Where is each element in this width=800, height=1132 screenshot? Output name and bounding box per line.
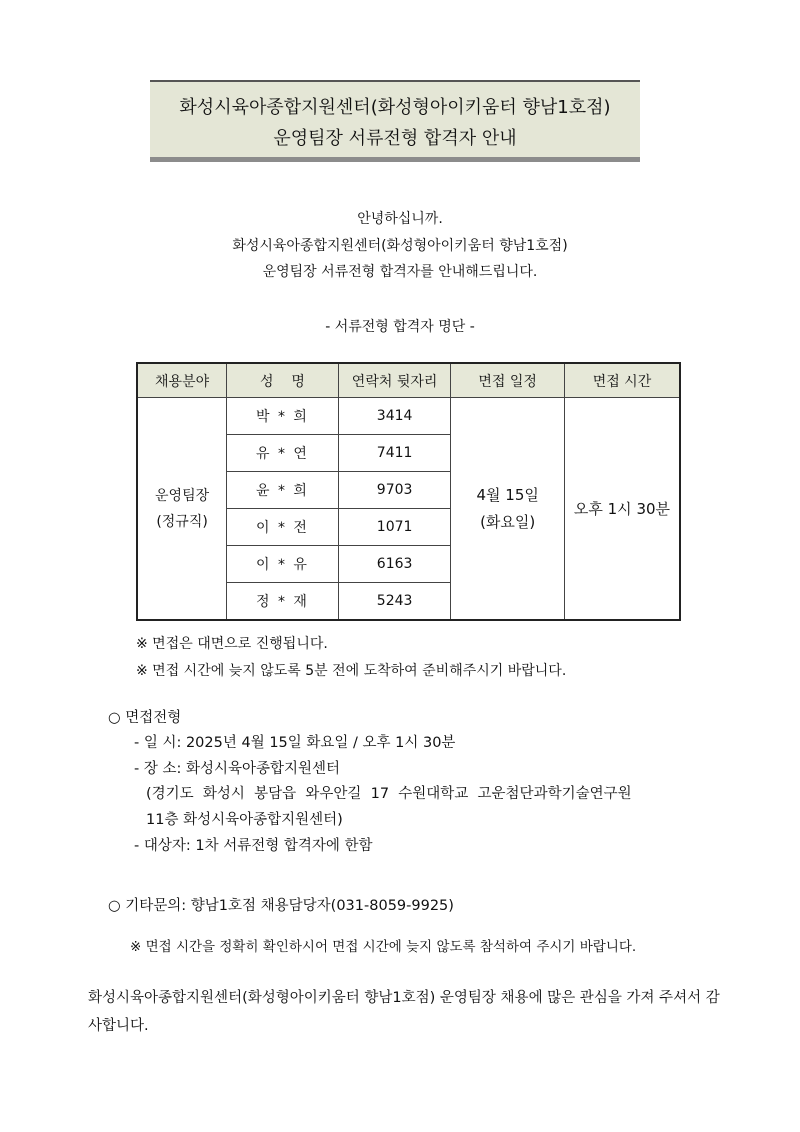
field-cell xyxy=(137,398,227,621)
name-cell: 정 * 재 xyxy=(227,583,339,621)
header-field: 채용분야 xyxy=(137,363,227,398)
inquiry-contact: ○ 기타문의: 향남1호점 채용담당자(031-8059-9925) xyxy=(108,898,454,914)
inquiry-note: ※ 면접 시간을 정확히 확인하시어 면접 시간에 늦지 않도록 참석하여 주시기 바랍니다. xyxy=(130,939,637,955)
interview-heading: ○ 면접전형 xyxy=(108,710,182,726)
title-banner xyxy=(150,80,640,162)
interview-address-2: 11층 화성시육아종합지원센터) xyxy=(146,812,343,828)
header-name: 성 명 xyxy=(227,363,339,398)
note-arrive-early: ※ 면접 시간에 늦지 않도록 5분 전에 도착하여 준비해주시기 바랍니다. xyxy=(136,663,567,679)
phone-cell: 3414 xyxy=(338,398,451,435)
phone-cell: 9703 xyxy=(338,472,451,509)
name-cell: 이 * 유 xyxy=(227,546,339,583)
phone-cell: 1071 xyxy=(338,509,451,546)
field-name: 운영팀장 xyxy=(155,487,210,504)
name-cell: 박 * 희 xyxy=(227,398,339,435)
name-cell: 윤 * 희 xyxy=(227,472,339,509)
date-cell xyxy=(451,398,565,621)
title-line-1: 화성시육아종합지원센터(화성형아이키움터 향남1호점) xyxy=(179,97,611,118)
header-date: 면접 일정 xyxy=(451,363,565,398)
name-cell: 이 * 전 xyxy=(227,509,339,546)
table-row xyxy=(137,398,680,435)
interview-address-1: (경기도 화성시 봉담읍 와우안길 17 수원대학교 고운첨단과학기술연구원 xyxy=(146,786,632,802)
interview-place: - 장 소: 화성시육아종합지원센터 xyxy=(134,761,341,777)
time-cell: 오후 1시 30분 xyxy=(564,398,680,621)
phone-cell: 5243 xyxy=(338,583,451,621)
list-heading: - 서류전형 합격자 명단 - xyxy=(325,319,475,335)
phone-cell: 6163 xyxy=(338,546,451,583)
interview-target: - 대상자: 1차 서류전형 합격자에 한함 xyxy=(134,838,373,854)
weekday-value: (화요일) xyxy=(480,512,536,531)
header-time: 면접 시간 xyxy=(564,363,680,398)
greeting-line-1: 안녕하십니까. xyxy=(357,211,443,227)
note-face-to-face: ※ 면접은 대면으로 진행됩니다. xyxy=(136,636,328,652)
header-phone: 연락처 뒷자리 xyxy=(338,363,451,398)
date-value: 4월 15일 xyxy=(476,485,539,504)
field-type: (정규직) xyxy=(156,513,208,530)
greeting-line-3: 운영팀장 서류전형 합격자를 안내해드립니다. xyxy=(262,264,538,280)
greeting-line-2: 화성시육아종합지원센터(화성형아이키움터 향남1호점) xyxy=(232,238,568,254)
title-line-2: 운영팀장 서류전형 합격자 안내 xyxy=(273,128,517,149)
table-header-row xyxy=(137,363,680,398)
passer-table xyxy=(136,362,681,621)
interview-schedule: - 일 시: 2025년 4월 15일 화요일 / 오후 1시 30분 xyxy=(134,735,456,751)
closing-message: 화성시육아종합지원센터(화성형아이키움터 향남1호점) 운영팀장 채용에 많은 관심을 가져 주셔서 감사합니다. xyxy=(88,990,720,1034)
phone-cell: 7411 xyxy=(338,435,451,472)
name-cell: 유 * 연 xyxy=(227,435,339,472)
